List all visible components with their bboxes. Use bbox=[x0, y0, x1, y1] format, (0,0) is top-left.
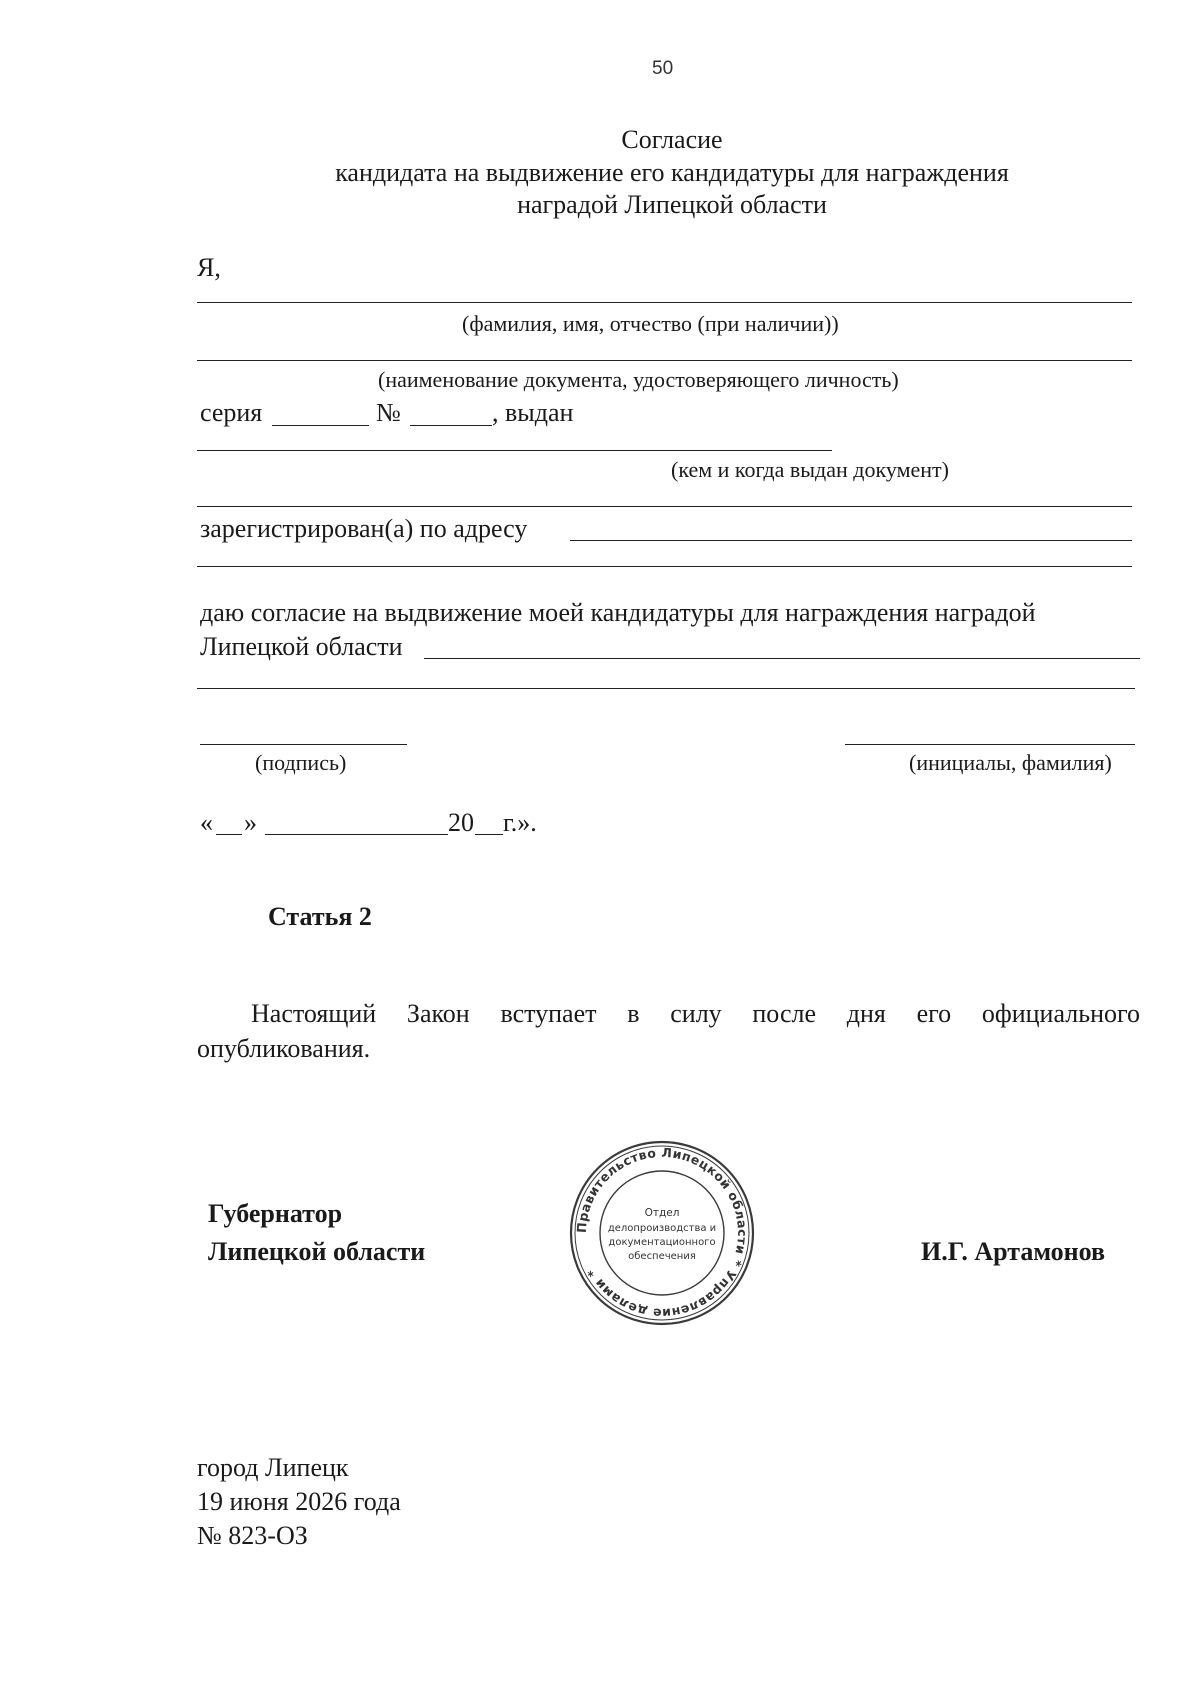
number-label: № bbox=[376, 398, 401, 427]
signatory-name: И.Г. Артамонов bbox=[921, 1237, 1106, 1266]
series-blank bbox=[272, 425, 369, 426]
ya-label: Я, bbox=[197, 253, 221, 282]
article-heading: Статья 2 bbox=[268, 902, 372, 931]
signatory-title-line1: Губернатор bbox=[208, 1199, 343, 1228]
article-text bbox=[197, 996, 1140, 1066]
issued-by-blank-line bbox=[197, 450, 832, 451]
page-number: 50 bbox=[652, 58, 674, 79]
date-year-blank bbox=[475, 834, 503, 835]
footer-date: 19 июня 2026 года bbox=[197, 1487, 401, 1516]
date-year-prefix: 20 bbox=[448, 808, 474, 837]
signature-caption: (подпись) bbox=[255, 750, 347, 775]
consent-text-line2: Липецкой области bbox=[200, 632, 403, 661]
stamp-inner-line3: документационного bbox=[608, 1237, 716, 1248]
date-suffix: г.». bbox=[503, 808, 537, 837]
consent-blank bbox=[424, 658, 1140, 659]
initials-blank bbox=[845, 744, 1135, 745]
stamp-outer-text: Правительство Липецкой области * Управление делами * bbox=[573, 1144, 751, 1322]
stamp-inner-line1: Отдел bbox=[644, 1207, 680, 1219]
number-blank bbox=[410, 425, 492, 426]
heading-title: Согласие bbox=[621, 125, 723, 154]
stamp-inner-line4: обеспечения bbox=[628, 1251, 696, 1262]
address-blank bbox=[570, 540, 1132, 541]
address-extra-blank-line bbox=[197, 566, 1132, 567]
article-text-line2: опубликования. bbox=[197, 1034, 371, 1063]
footer-number: № 823-ОЗ bbox=[197, 1521, 308, 1550]
fio-caption: (фамилия, имя, отчество (при наличии)) bbox=[462, 311, 839, 336]
issued-extra-blank-line bbox=[197, 506, 1132, 507]
fio-blank-line bbox=[197, 302, 1132, 303]
footer-city: город Липецк bbox=[197, 1453, 349, 1482]
initials-caption: (инициалы, фамилия) bbox=[909, 750, 1112, 775]
issued-label: , выдан bbox=[492, 398, 574, 427]
signature-blank bbox=[200, 744, 407, 745]
registered-label: зарегистрирован(а) по адресу bbox=[200, 514, 528, 543]
official-stamp bbox=[567, 1138, 757, 1328]
document-caption: (наименование документа, удостоверяющего личность) bbox=[378, 367, 899, 392]
issued-by-caption: (кем и когда выдан документ) bbox=[671, 457, 949, 482]
heading-subtitle-line1: кандидата на выдвижение его кандидатуры для награждения bbox=[335, 158, 1009, 187]
series-label: серия bbox=[200, 398, 263, 427]
document-blank-line bbox=[197, 360, 1132, 361]
consent-extra-blank-line bbox=[197, 688, 1135, 689]
heading-subtitle-line2: наградой Липецкой области bbox=[517, 190, 827, 219]
date-month-blank bbox=[265, 834, 448, 835]
consent-text-line1: даю согласие на выдвижение моей кандидатуры для награждения наградой bbox=[200, 598, 1036, 627]
signatory-title-line2: Липецкой области bbox=[208, 1237, 426, 1266]
stamp-inner-line2: делопроизводства и bbox=[607, 1223, 717, 1234]
date-open-quote: « bbox=[200, 808, 213, 837]
article-text-line1: Настоящий Закон вступает в силу после дня его официального bbox=[251, 999, 1140, 1028]
date-close-quote: » bbox=[244, 808, 257, 837]
date-day-blank bbox=[216, 834, 242, 835]
